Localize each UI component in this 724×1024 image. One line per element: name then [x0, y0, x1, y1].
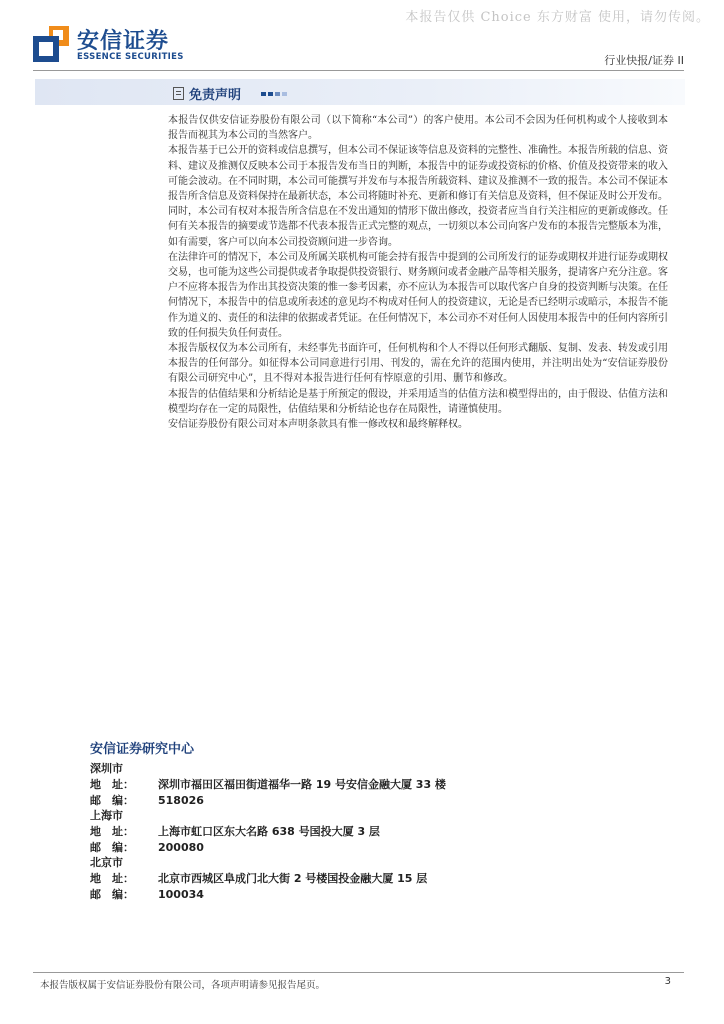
- branch-shanghai: [90, 808, 650, 855]
- decorative-dots-icon: [261, 92, 289, 96]
- logo-mark-icon: [33, 26, 69, 62]
- contact-section: [90, 738, 650, 902]
- branch-address: 北京市西城区阜成门北大街 2 号楼国投金融大厦 15 层: [158, 872, 428, 885]
- disclaimer-paragraph: 本报告基于已公开的资料或信息撰写，但本公司不保证该等信息及资料的完整性、准确性。本报告所载的信息、资料、建议及推测仅反映本公司于本报告发布当日的判断，本报告中的证券或投资标的价格、价值及投资带来的收入可能会波动。在不同时期，本公司可能撰写并发布与本报告所载资料、建议及推测不一致的报告。本公司不保证本报告所含信息及资料保持在最新状态，本公司将随时补充、更新和修订有关信息及资料，但不保证及时公开发布。同时，本公司有权对本报告所含信息在不发出通知的情形下做出修改，投资者应当自行关注相应的更新或修改。任何有关本报告的摘要或节选都不代表本报告正式完整的观点，一切须以本公司向客户发布的本报告完整版本为准，如有需要，客户可以向本公司投资顾问进一步咨询。: [168, 145, 668, 248]
- logo-name-en: ESSENCE SECURITIES: [77, 52, 184, 62]
- branch-city: 上海市: [90, 809, 123, 822]
- report-type-label: 行业快报/证券 II: [604, 54, 684, 67]
- branch-zip: 518026: [158, 793, 204, 807]
- section-header-bar: [35, 79, 685, 105]
- footer-divider: [33, 972, 684, 973]
- branch-city: 北京市: [90, 856, 123, 869]
- address-label: 地 址：: [90, 825, 134, 838]
- branch-beijing: [90, 855, 650, 902]
- branch-city: 深圳市: [90, 762, 123, 775]
- address-label: 地 址：: [90, 778, 134, 791]
- zip-label: 邮 编：: [90, 887, 134, 901]
- disclaimer-paragraph: 在法律许可的情况下，本公司及所属关联机构可能会持有报告中提到的公司所发行的证券或期权并进行证券或期权交易，也可能为这些公司提供或者争取提供投资银行、财务顾问或者金融产品等相关服务，提请客户充分注意。客户不应将本报告为作出其投资决策的惟一参考因素，亦不应认为本报告可以取代客户自身的投资判断与决策。在任何情况下，本报告中的信息或所表述的意见均不构成对任何人的投资建议，无论是否已经明示或暗示，本报告不能作为道义的、责任的和法律的依据或者凭证。在任何情况下，本公司亦不对任何人因使用本报告中的任何内容所引致的任何损失负任何责任。: [168, 251, 668, 339]
- branch-shenzhen: [90, 761, 650, 808]
- disclaimer-paragraph: 本报告的估值结果和分析结论是基于所预定的假设，并采用适当的估值方法和模型得出的，由于假设、估值方法和模型均存在一定的局限性，估值结果和分析结论也存在局限性，请谨慎使用。: [168, 388, 668, 415]
- contact-title: 安信证券研究中心: [90, 742, 195, 757]
- header-divider: [33, 70, 684, 71]
- page-number: 3: [664, 976, 671, 987]
- section-title: 免责声明: [189, 88, 242, 103]
- zip-label: 邮 编：: [90, 793, 134, 807]
- document-icon: [173, 87, 184, 100]
- logo-name-cn: 安信证券: [77, 29, 170, 54]
- brand-logo: [33, 24, 183, 64]
- zip-label: 邮 编：: [90, 840, 134, 854]
- branch-zip: 100034: [158, 887, 204, 901]
- branch-address: 深圳市福田区福田街道福华一路 19 号安信金融大厦 33 楼: [158, 778, 446, 791]
- disclaimer-paragraph: 本报告版权仅为本公司所有，未经事先书面许可，任何机构和个人不得以任何形式翻版、复制、发表、转发或引用本报告的任何部分。如征得本公司同意进行引用、刊发的，需在允许的范围内使用，并注明出处为“安信证券股份有限公司研究中心”，且不得对本报告进行任何有悖原意的引用、删节和修改。: [168, 343, 668, 385]
- branch-address: 上海市虹口区东大名路 638 号国投大厦 3 层: [158, 825, 380, 838]
- disclaimer-paragraph: 安信证券股份有限公司对本声明条款具有惟一修改权和最终解释权。: [168, 419, 468, 431]
- address-label: 地 址：: [90, 872, 134, 885]
- branch-zip: 200080: [158, 840, 204, 854]
- watermark: 本报告仅供 Choice 东方财富 使用，请勿传阅。: [405, 10, 710, 25]
- disclaimer-body: [168, 113, 668, 432]
- disclaimer-paragraph: 本报告仅供安信证券股份有限公司（以下简称“本公司”）的客户使用。本公司不会因为任何机构或个人接收到本报告而视其为本公司的当然客户。: [168, 115, 668, 142]
- footer-copyright: 本报告版权属于安信证券股份有限公司，各项声明请参见报告尾页。: [40, 980, 326, 991]
